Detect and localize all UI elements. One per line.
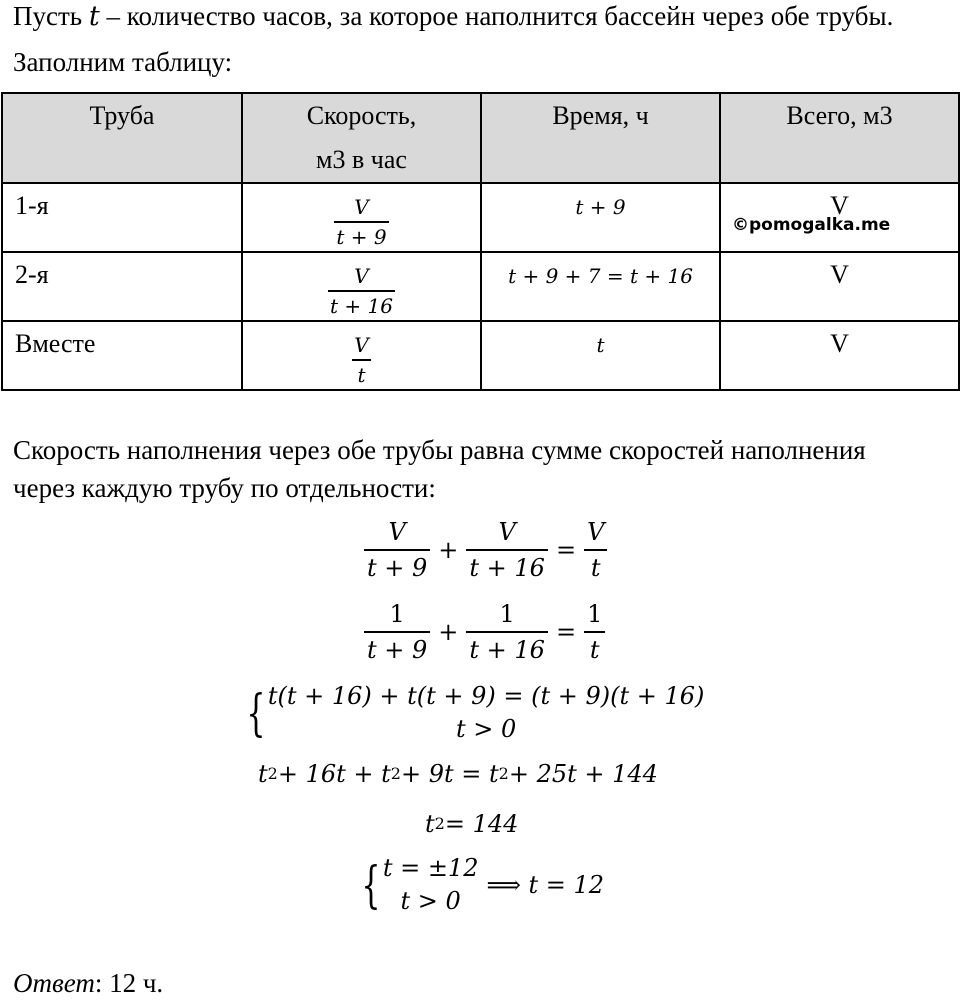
plus-sign: +: [438, 536, 459, 564]
system-line-2: t > 0: [400, 887, 461, 915]
cell-speed: [242, 183, 481, 252]
eq3-part-b: + 16t + t: [277, 760, 391, 788]
cell-speed: [242, 321, 481, 390]
intro-line-2: Заполним таблицу:: [13, 47, 233, 77]
equals-sign: =: [555, 618, 577, 646]
equation-2: [360, 597, 609, 667]
fraction-numerator: V: [354, 195, 369, 219]
watermark: ©pomogalka.me: [732, 215, 891, 235]
explanation-line-1: Скорость наполнения через обе трубы равна сумме скоростей наполнения: [13, 435, 866, 465]
curly-brace-icon: {: [246, 684, 266, 742]
fraction-numerator: 1: [499, 600, 515, 628]
speed-fraction: [334, 193, 388, 251]
fraction-denominator: t + 16: [330, 294, 393, 318]
fraction: [466, 515, 548, 585]
table-row: [2, 321, 959, 390]
cell-time: [481, 252, 720, 321]
fraction: [584, 515, 607, 585]
fraction-numerator: V: [354, 333, 369, 357]
fraction-denominator: t + 9: [336, 225, 387, 249]
eq3-part-c: + 9t = t: [400, 760, 499, 788]
system-line-2: t > 0: [455, 715, 517, 743]
fraction-denominator: t: [590, 554, 601, 582]
intro-line-1: [13, 0, 893, 33]
header-total: Всего, м3: [720, 93, 959, 183]
cell-pipe: 1-я: [2, 183, 242, 252]
header-speed: [242, 93, 481, 183]
plus-sign: +: [438, 618, 459, 646]
system-lines: [383, 852, 479, 918]
fraction-denominator: t + 9: [367, 554, 428, 582]
fraction-denominator: t + 16: [469, 554, 545, 582]
system-1: [240, 680, 704, 746]
fraction-numerator: V: [498, 518, 516, 546]
explanation-line-2: через каждую трубу по отдельности:: [13, 473, 436, 503]
system-result: ⟹ t = 12: [486, 871, 605, 899]
intro-variable: t: [88, 1, 100, 32]
answer-value: : 12 ч.: [94, 968, 164, 998]
intro-suffix: – количество часов, за которое наполнится бассейн через обе трубы.: [99, 1, 894, 31]
speed-fraction: [352, 331, 370, 389]
fraction: [364, 597, 430, 667]
fraction-numerator: V: [388, 518, 406, 546]
time-expression: t + 9 + 7 = t + 16: [508, 264, 693, 288]
system-line-1: t(t + 16) + t(t + 9) = (t + 9)(t + 16): [267, 682, 705, 710]
cell-pipe: 2-я: [2, 252, 242, 321]
equation-3: t 2 + 16t + t 2 + 9t = t 2 + 25t + 144: [258, 757, 658, 791]
fraction-denominator: t + 16: [469, 636, 545, 664]
cell-time: [481, 321, 720, 390]
system-lines: [268, 680, 705, 746]
cell-time: [481, 183, 720, 252]
time-expression: t + 9: [575, 195, 626, 219]
cell-total: V: [720, 252, 959, 321]
table-row: [2, 252, 959, 321]
fraction-numerator: 1: [389, 600, 405, 628]
cell-speed: [242, 252, 481, 321]
fraction: [466, 597, 548, 667]
fraction-numerator: 1: [587, 600, 603, 628]
answer-label: Ответ: [13, 968, 95, 998]
time-expression: t: [596, 333, 605, 357]
curly-brace-icon: {: [361, 856, 381, 914]
system-2: [355, 852, 604, 918]
eq3-part-d: + 25t + 144: [508, 760, 658, 788]
fraction-denominator: t: [589, 636, 600, 664]
fraction-numerator: V: [587, 518, 605, 546]
table-header-row: [2, 93, 959, 183]
intro-prefix: Пусть: [13, 1, 89, 31]
cell-pipe: Вместе: [2, 321, 242, 390]
fraction-denominator: t + 9: [367, 636, 428, 664]
fraction-denominator: t: [357, 363, 366, 387]
answer-line: [13, 967, 163, 999]
eq3-part-a: t: [258, 760, 268, 788]
eq4-rest: = 144: [444, 810, 519, 838]
fraction-numerator: V: [354, 264, 369, 288]
eq4-var: t: [425, 810, 435, 838]
speed-fraction: [328, 262, 395, 320]
fraction: [584, 597, 605, 667]
header-pipe: Труба: [2, 93, 242, 183]
equation-4: t 2 = 144: [425, 807, 518, 841]
system-line-1: t = ±12: [382, 854, 479, 882]
cell-total: V: [720, 321, 959, 390]
pipes-table: [1, 92, 960, 391]
header-time: Время, ч: [481, 93, 720, 183]
equals-sign: =: [555, 536, 577, 564]
header-speed-line1: Скорость,: [306, 101, 417, 130]
header-speed-line2: м3 в час: [316, 145, 407, 174]
fraction: [364, 515, 430, 585]
cell-total: V: [720, 183, 959, 252]
equation-1: [360, 515, 611, 585]
